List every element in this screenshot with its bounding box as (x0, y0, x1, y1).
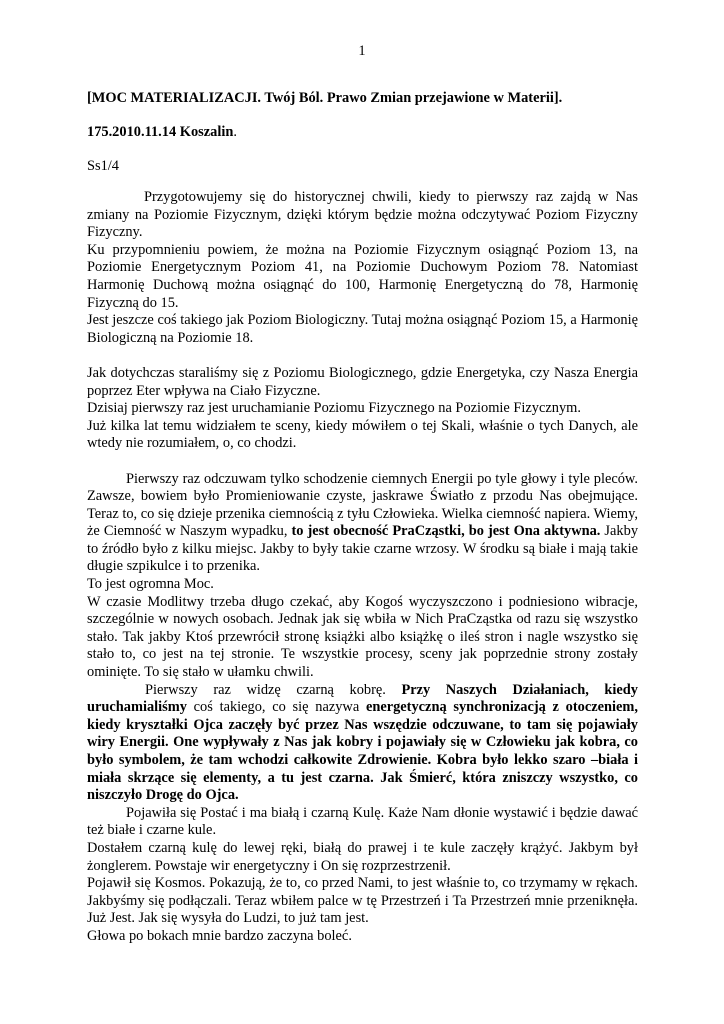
text-run: Pierwszy raz odczuwam tylko schodzenie ciemnych Energii po tyle głowy i tyle pleców. Zawsze, bowiem było Promieniowanie czyste, jaskrawe Światło z przodu Nas obejmujące. Teraz to, co się dzieje przenika ciemnością z tyłu Człowieka. Wielka ciemność napiera. Wiemy, że Ciemność w Naszym wypadku, (87, 470, 638, 540)
paragraph: Dzisiaj pierwszy raz jest uruchamianie Poziomu Fizycznego na Poziomie Fizycznym. (87, 400, 581, 417)
paragraph: Ku przypomnieniu powiem, że można na Poziomie Fizycznym osiągnąć Poziom 13, na Poziomie Energetycznym Poziom 41, na Poziomie Duchowym Poziom 78. Natomiast Harmonię Duchową można osiągnąć do 100, Harmonię Energetyczną do 78, Harmonię Fizyczną do 15. (87, 241, 638, 311)
paragraph: W czasie Modlitwy trzeba długo czekać, aby Kogoś wyczyszczono i podniesiono wibracje, szczególnie w nowych osobach. Jednak jak się wbiła w Nich PraCząstka od razu się wszystko stało. Tak jakby Ktoś przewrócił stronę książki albo książkę o ileś stron i nagle wszystko się stało to, co jest na tej stronie. Te wszystkie procesy, sceny jak poprzednie strony zostały ominięte. To się stało w ułamku chwili. (87, 593, 638, 681)
paragraph: Głowa po bokach mnie bardzo zaczyna boleć. (87, 927, 352, 944)
bold-run: to jest obecność PraCząstki, bo jest Ona aktywna. (291, 523, 601, 540)
paragraph: To jest ogromna Moc. (87, 576, 214, 593)
bold-run: Przy Naszych Działaniach, kiedy uruchamialiśmy (87, 681, 639, 716)
paragraph: Jak dotychczas staraliśmy się z Poziomu Biologicznego, gdzie Energetyka, czy Nasza Energia poprzez Eter wpływa na Ciało Fizyczne. (87, 364, 638, 399)
paragraph (87, 682, 638, 805)
reference-code: Ss1/4 (87, 158, 119, 174)
document-body (87, 189, 638, 946)
text-run: coś takiego, co się nazywa (186, 699, 366, 716)
paragraph: Przygotowujemy się do historycznej chwili, kiedy to pierwszy raz zajdą w Nas zmiany na Poziomie Fizycznym, dzięki którym będzie można odczytywać Poziom Fizyczny Fizyczny. (87, 189, 638, 241)
bold-run: energetyczną synchronizacją z otoczeniem, kiedy kryształki Ojca zaczęły być przez Nas wszędzie odczuwane, to tam się pojawiały wiry Energii. One wypływały z Nas jak kobry i pojawiały się w Człowieku jak kobra, co było symbolem, że tam wchodzi całkowite Zdrowienie. Kobra było lekko szaro –biała i miała skrzące się elementy, a tu jest czarna. Jak Śmierć, która zniszczy wszystko, co niszczyło Drogę do Ojca. (87, 699, 638, 804)
date-location: 175.2010.11.14 Koszalin (87, 124, 234, 140)
text-run: Pierwszy raz widzę czarną kobrę. (145, 681, 402, 698)
page-number: 1 (358, 43, 366, 59)
paragraph: Jest jeszcze coś takiego jak Poziom Biologiczny. Tutaj można osiągnąć Poziom 15, a Harmonię Biologiczną na Poziomie 18. (87, 312, 638, 346)
paragraph (87, 471, 638, 577)
paragraph: Pojawił się Kosmos. Pokazują, że to, co przed Nami, to jest właśnie to, co trzymamy w rękach. Jakbyśmy się podłączali. Teraz wbiłem palce w tę Przestrzeń i Ta Przestrzeń mnie przeniknęła. Już Jest. Jak się wysyła do Ludzi, to już tam jest. (87, 875, 638, 927)
paragraph: Już kilka lat temu widziałem te sceny, kiedy mówiłem o tej Skali, właśnie o tych Danych, ale wtedy nie rozumiałem, o, co chodzi. (87, 417, 638, 452)
paragraph: Dostałem czarną kulę do lewej ręki, białą do prawej i te kule zaczęły krążyć. Jakbym był żonglerem. Powstaje wir energetyczny i On się rozprzestrzenił. (87, 839, 638, 874)
dateline-dot: . (233, 124, 237, 140)
text-run: Jakby to źródło było z kilku miejsc. Jakby to były takie czarne wrzosy. W środku są białe i mają takie długie szpikulce i to przenika. (87, 523, 639, 575)
dateline (87, 124, 237, 142)
paragraph: Pojawiła się Postać i ma białą i czarną Kulę. Każe Nam dłonie wystawić i będzie dawać też białe i czarne kule. (87, 804, 638, 839)
document-title: [MOC MATERIALIZACJI. Twój Ból. Prawo Zmian przejawione w Materii]. (87, 90, 563, 106)
